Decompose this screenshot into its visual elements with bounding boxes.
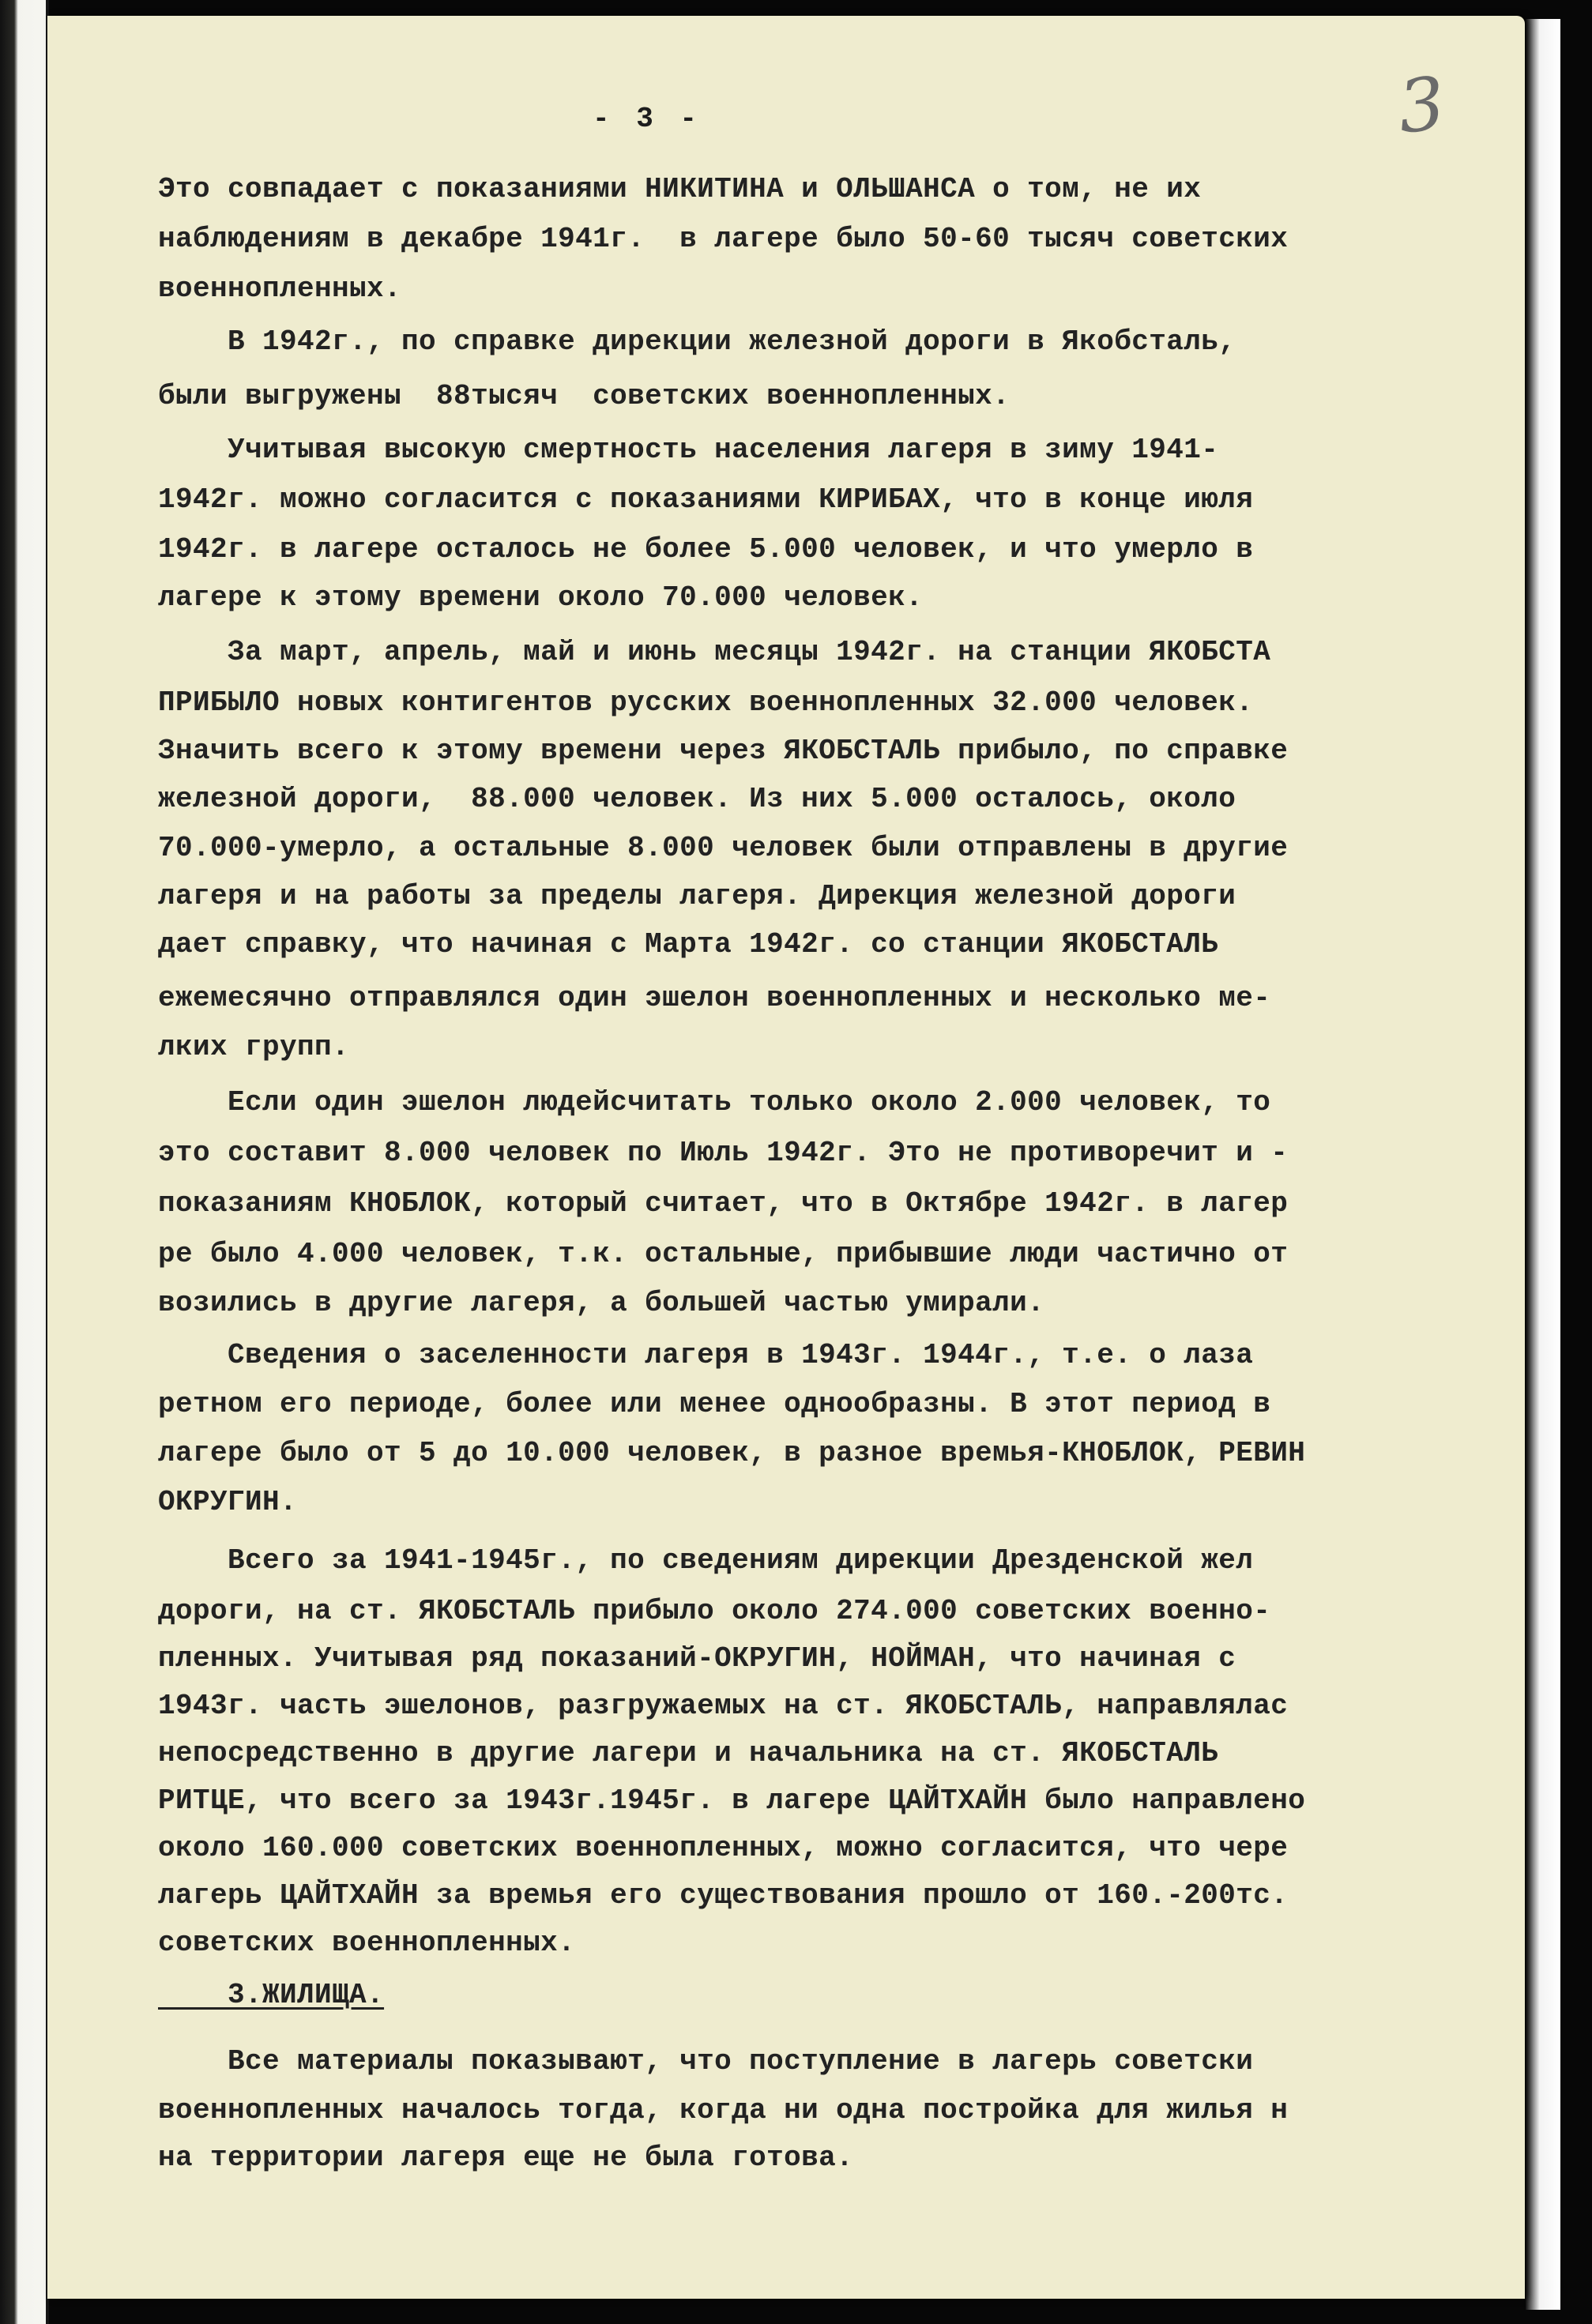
- text-line: ретном его периоде, более или менее однообразны. В этот период в: [158, 1388, 1271, 1420]
- text-line: ПРИБЫЛО новых контигентов русских военнопленных 32.000 человек.: [158, 686, 1254, 719]
- text-line: наблюдениям в декабре 1941г. в лагере было 50-60 тысяч советских: [158, 223, 1289, 255]
- text-line: Все материалы показывают, что поступление в лагерь советски: [158, 2045, 1254, 2078]
- text-line: ОКРУГИН.: [158, 1486, 298, 1518]
- text-line: Если один эшелон людейсчитать только около 2.000 человек, то: [158, 1086, 1271, 1119]
- text-line: пленных. Учитывая ряд показаний-ОКРУГИН, НОЙМАН, что начиная с: [158, 1642, 1236, 1675]
- binder-strip: [0, 0, 47, 2324]
- text-line: За март, апрель, май и июнь месяцы 1942г. на станции ЯКОБСТА: [158, 636, 1271, 668]
- handwritten-page-mark: 3: [1394, 61, 1449, 150]
- text-line: лагеря и на работы за пределы лагеря. Дирекция железной дороги: [158, 880, 1236, 912]
- text-line: лких групп.: [158, 1031, 350, 1063]
- text-line: показаниям КНОБЛОК, который считает, что в Октябре 1942г. в лагер: [158, 1187, 1289, 1220]
- text-line: были выгружены 88тысяч советских военнопленных.: [158, 380, 1011, 412]
- text-line: возились в другие лагеря, а большей частью умирали.: [158, 1287, 1045, 1319]
- text-line: военнопленных.: [158, 273, 402, 305]
- text-line: 70.000-умерло, а остальные 8.000 человек были отправлены в другие: [158, 832, 1289, 864]
- text-line: В 1942г., по справке дирекции железной дороги в Якобсталь,: [158, 325, 1236, 358]
- text-line: непосредственно в другие лагери и начальника на ст. ЯКОБСТАЛЬ: [158, 1737, 1219, 1769]
- text-line: лагере было от 5 до 10.000 человек, в разное времья-КНОБЛОК, РЕВИН: [158, 1437, 1306, 1469]
- page-edge: [1526, 19, 1560, 2310]
- text-line: дает справку, что начиная с Марта 1942г. со станции ЯКОБСТАЛЬ: [158, 928, 1219, 961]
- text-line: на территории лагеря еще не была готова.: [158, 2142, 854, 2174]
- text-line: РИТЦЕ, что всего за 1943г.1945г. в лагере ЦАЙТХАЙН было направлено: [158, 1784, 1306, 1817]
- text-line: Сведения о заселенности лагеря в 1943г. 1944г., т.е. о лаза: [158, 1339, 1254, 1371]
- page-number: - 3 -: [593, 103, 702, 135]
- text-line: железной дороги, 88.000 человек. Из них 5.000 осталось, около: [158, 783, 1236, 815]
- text-line: Значить всего к этому времени через ЯКОБСТАЛЬ прибыло, по справке: [158, 735, 1289, 767]
- document-page: [47, 16, 1525, 2299]
- text-line: около 160.000 советских военнопленных, можно согласится, что чере: [158, 1832, 1289, 1864]
- text-line: военнопленных началось тогда, когда ни одна постройка для жилья н: [158, 2094, 1289, 2127]
- text-line: Учитывая высокую смертность населения лагеря в зиму 1941-: [158, 434, 1219, 466]
- text-line: 1942г. в лагере осталось не более 5.000 человек, и что умерло в: [158, 533, 1254, 566]
- text-line: ежемесячно отправлялся один эшелон военнопленных и несколько ме-: [158, 982, 1271, 1014]
- text-line: лагерь ЦАЙТХАЙН за времья его существования прошло от 160.-200тс.: [158, 1879, 1289, 1912]
- text-line: советских военнопленных.: [158, 1927, 576, 1959]
- text-line: дороги, на ст. ЯКОБСТАЛЬ прибыло около 274.000 советских военно-: [158, 1595, 1271, 1627]
- text-line: ре было 4.000 человек, т.к. остальные, прибывшие люди частично от: [158, 1238, 1289, 1270]
- section-heading-housing: 3.ЖИЛИЩА.: [158, 1979, 385, 2011]
- text-line: лагере к этому времени около 70.000 человек.: [158, 581, 924, 614]
- text-line: Всего за 1941-1945г., по сведениям дирекции Дрезденской жел: [158, 1544, 1254, 1577]
- text-line: 1942г. можно согласится с показаниями КИРИБАХ, что в конце июля: [158, 483, 1254, 516]
- text-line: это составит 8.000 человек по Июль 1942г. Это не противоречит и -: [158, 1137, 1289, 1169]
- text-line: Это совпадает с показаниями НИКИТИНА и ОЛЬШАНСА о том, не их: [158, 173, 1202, 205]
- text-line: 1943г. часть эшелонов, разгружаемых на ст. ЯКОБСТАЛЬ, направлялас: [158, 1690, 1289, 1722]
